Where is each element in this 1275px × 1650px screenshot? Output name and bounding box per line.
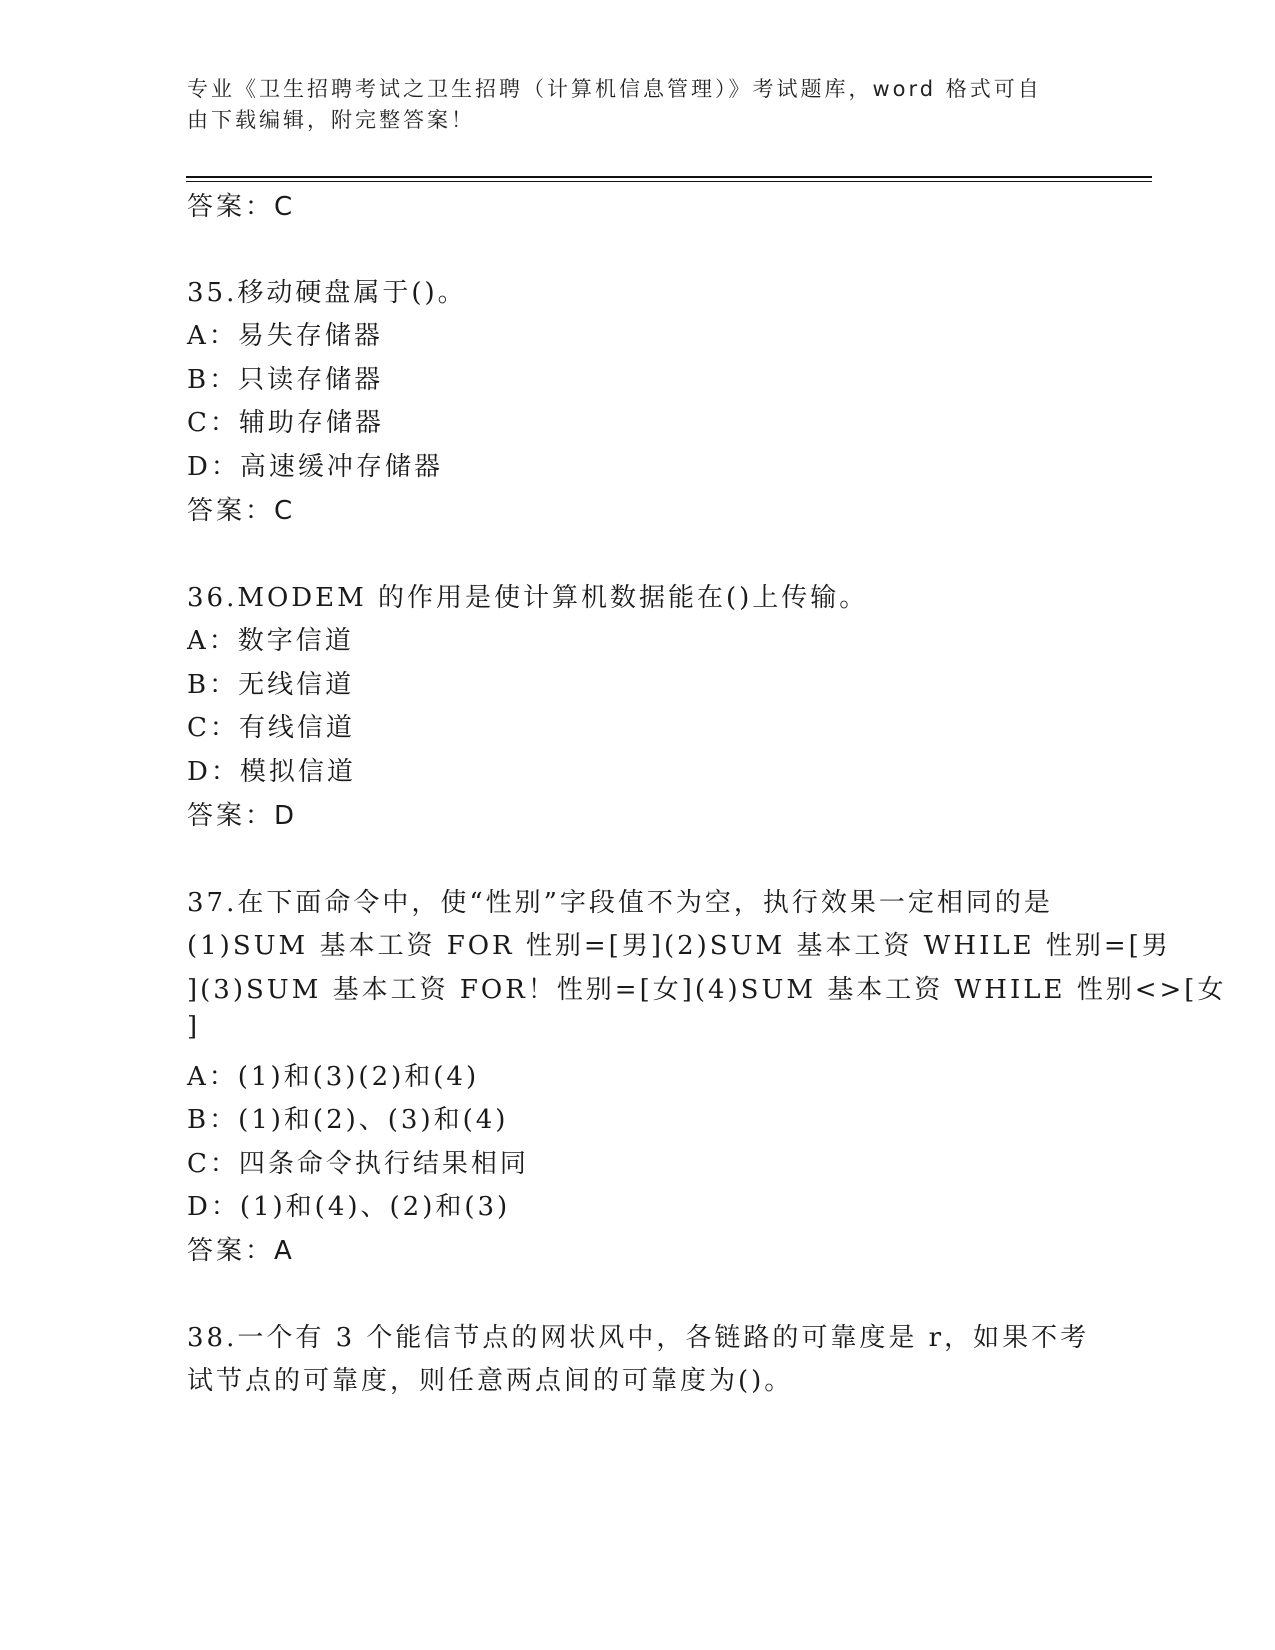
question-36-stem: 36.MODEM 的作用是使计算机数据能在()上传输。 [187, 583, 869, 613]
question-37-option-d: D：(1)和(4)、(2)和(3) [187, 1192, 511, 1222]
question-35-option-b: B：只读存储器 [187, 365, 384, 395]
question-38-stem-line-2: 试节点的可靠度，则任意两点间的可靠度为()。 [187, 1366, 794, 1396]
document-header [187, 74, 1067, 136]
question-35-stem: 35.移动硬盘属于()。 [187, 278, 467, 308]
header-line-2: 由下载编辑，附完整答案！ [187, 108, 475, 132]
question-37-answer: 答案：A [187, 1236, 295, 1266]
header-line-1: 专业《卫生招聘考试之卫生招聘（计算机信息管理）》考试题库，word 格式可自 [187, 77, 1042, 101]
question-37-stem-line-1: 37.在下面命令中，使“性别”字段值不为空，执行效果一定相同的是 [187, 888, 1053, 918]
question-36-option-b: B：无线信道 [187, 670, 355, 700]
question-36-option-a: A：数字信道 [187, 626, 354, 656]
question-37-stem-line-4: ] [187, 1012, 201, 1042]
question-35-option-c: C：辅助存储器 [187, 408, 384, 438]
question-37-option-c: C：四条命令执行结果相同 [187, 1149, 529, 1179]
question-37-option-a: A：(1)和(3)(2)和(4) [187, 1062, 480, 1092]
question-37-option-b: B：(1)和(2)、(3)和(4) [187, 1105, 509, 1135]
header-divider-thin [186, 181, 1152, 182]
question-37-stem-line-3: ](3)SUM 基本工资 FOR！性别=[女](4)SUM 基本工资 WHILE 性别<>[女 [187, 975, 1227, 1005]
question-37-stem-line-2: (1)SUM 基本工资 FOR 性别=[男](2)SUM 基本工资 WHILE 性别=[男 [187, 931, 1171, 961]
question-36-option-c: C：有线信道 [187, 713, 355, 743]
question-38-stem-line-1: 38.一个有 3 个能信节点的网状风中，各链路的可靠度是 r，如果不考 [187, 1323, 1090, 1353]
question-35-option-a: A：易失存储器 [187, 321, 383, 351]
question-35-option-d: D：高速缓冲存储器 [187, 452, 443, 482]
question-36-option-d: D：模拟信道 [187, 757, 356, 787]
prev-answer: 答案：C [187, 192, 296, 222]
question-36-answer: 答案：D [187, 801, 298, 831]
header-divider-thick [186, 176, 1152, 178]
question-35-answer: 答案：C [187, 496, 296, 526]
